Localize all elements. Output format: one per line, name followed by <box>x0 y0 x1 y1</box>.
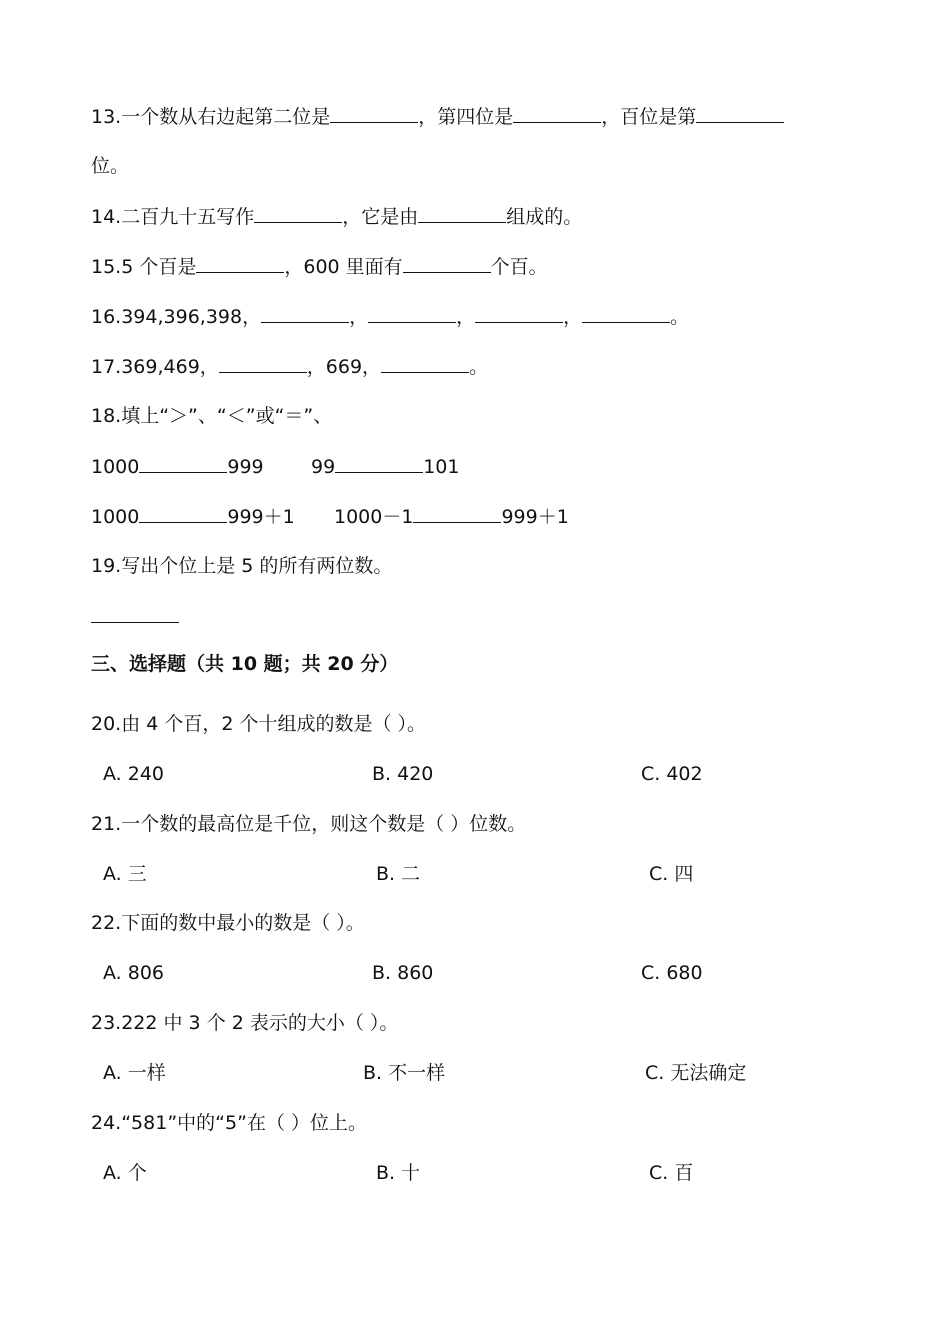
q16-end: 。 <box>670 306 690 328</box>
q18-row-1-b <box>311 454 459 479</box>
question-19-answer <box>91 604 179 629</box>
question-14 <box>91 204 582 229</box>
q20-option-b[interactable]: B. 420 <box>372 763 434 785</box>
q21-option-c[interactable]: C. 四 <box>649 863 694 885</box>
question-20: 20.由 4 个百，2 个十组成的数是（ ）。 <box>91 713 427 735</box>
q18-r2-a-left: 1000 <box>91 506 140 528</box>
q18-r1-b-left: 99 <box>311 456 336 478</box>
q14-blank-1[interactable] <box>254 204 342 223</box>
q18-r2-b-right: 999＋1 <box>501 506 569 528</box>
q15-blank-1[interactable] <box>196 254 284 273</box>
q17-text-1: 17.369,469， <box>91 356 219 378</box>
question-13 <box>91 104 784 129</box>
q21-option-b[interactable]: B. 二 <box>376 863 421 885</box>
question-13-cont <box>91 154 129 178</box>
q24-option-c[interactable]: C. 百 <box>649 1162 694 1184</box>
q23-option-b[interactable]: B. 不一样 <box>363 1062 446 1084</box>
q16-text-1: 16.394,396,398， <box>91 306 262 328</box>
question-23: 23.222 中 3 个 2 表示的大小（ ）。 <box>91 1012 399 1034</box>
q16-blank-4[interactable] <box>582 304 670 323</box>
q18-r1-blank-a[interactable] <box>139 454 227 473</box>
q18-row-2 <box>91 504 295 529</box>
q17-end: 。 <box>469 356 489 378</box>
q18-r1-a-left: 1000 <box>91 456 140 478</box>
q13-blank-3[interactable] <box>696 104 784 123</box>
q18-r2-b-left: 1000－1 <box>334 506 414 528</box>
question-18 <box>91 404 332 428</box>
q14-blank-2[interactable] <box>418 204 506 223</box>
q22-option-b[interactable]: B. 860 <box>372 962 434 984</box>
q15-text-1: 15.5 个百是 <box>91 256 197 278</box>
q16-blank-2[interactable] <box>368 304 456 323</box>
q24-option-a[interactable]: A. 个 <box>103 1162 147 1184</box>
q18-r1-b-right: 101 <box>423 456 460 478</box>
q18-r2-blank-b[interactable] <box>413 504 501 523</box>
q18-row-2-b <box>334 504 569 529</box>
q19-text: 19.写出个位上是 5 的所有两位数。 <box>91 555 393 577</box>
question-19 <box>91 554 392 578</box>
q22-option-a[interactable]: A. 806 <box>103 962 165 984</box>
q19-blank[interactable] <box>91 604 179 623</box>
q13-blank-1[interactable] <box>330 104 418 123</box>
q20-option-c[interactable]: C. 402 <box>641 763 703 785</box>
q17-blank-2[interactable] <box>381 354 469 373</box>
q18-r1-blank-b[interactable] <box>335 454 423 473</box>
q15-text-3: 个百。 <box>490 256 548 278</box>
question-24: 24.“581”中的“5”在（ ）位上。 <box>91 1112 367 1134</box>
q18-r1-a-right: 999 <box>227 456 264 478</box>
q13-text-2: ，第四位是 <box>418 106 514 128</box>
q20-option-a[interactable]: A. 240 <box>103 763 165 785</box>
q18-r2-blank-a[interactable] <box>139 504 227 523</box>
question-15 <box>91 254 548 279</box>
question-16 <box>91 304 689 329</box>
question-17 <box>91 354 488 379</box>
q13-text-3: ，百位是第 <box>601 106 697 128</box>
q23-option-c[interactable]: C. 无法确定 <box>645 1062 747 1084</box>
q14-text-2: ，它是由 <box>342 206 419 228</box>
q17-text-2: ，669， <box>306 356 382 378</box>
section-3-title: 三、选择题（共 10 题；共 20 分） <box>91 653 399 675</box>
q24-option-b[interactable]: B. 十 <box>376 1162 421 1184</box>
q18-r2-a-right: 999＋1 <box>227 506 295 528</box>
q18-text: 18.填上“＞”、“＜”或“＝”、 <box>91 405 333 427</box>
question-21: 21.一个数的最高位是千位，则这个数是（ ）位数。 <box>91 813 527 835</box>
q16-blank-3[interactable] <box>475 304 563 323</box>
q15-text-2: ，600 里面有 <box>284 256 403 278</box>
q22-option-c[interactable]: C. 680 <box>641 962 703 984</box>
q15-blank-2[interactable] <box>403 254 491 273</box>
question-22: 22.下面的数中最小的数是（ ）。 <box>91 912 365 934</box>
q21-option-a[interactable]: A. 三 <box>103 863 147 885</box>
q13-blank-2[interactable] <box>513 104 601 123</box>
q23-option-a[interactable]: A. 一样 <box>103 1062 166 1084</box>
q16-sep-1: ， <box>349 306 369 328</box>
q13-text-4: 位。 <box>91 155 130 177</box>
q13-text-1: 13.一个数从右边起第二位是 <box>91 106 331 128</box>
q16-sep-2: ， <box>456 306 476 328</box>
q14-text-1: 14.二百九十五写作 <box>91 206 255 228</box>
q17-blank-1[interactable] <box>219 354 307 373</box>
q18-row-1 <box>91 454 264 479</box>
q16-blank-1[interactable] <box>261 304 349 323</box>
q14-text-3: 组成的。 <box>506 206 583 228</box>
q16-sep-3: ， <box>563 306 583 328</box>
